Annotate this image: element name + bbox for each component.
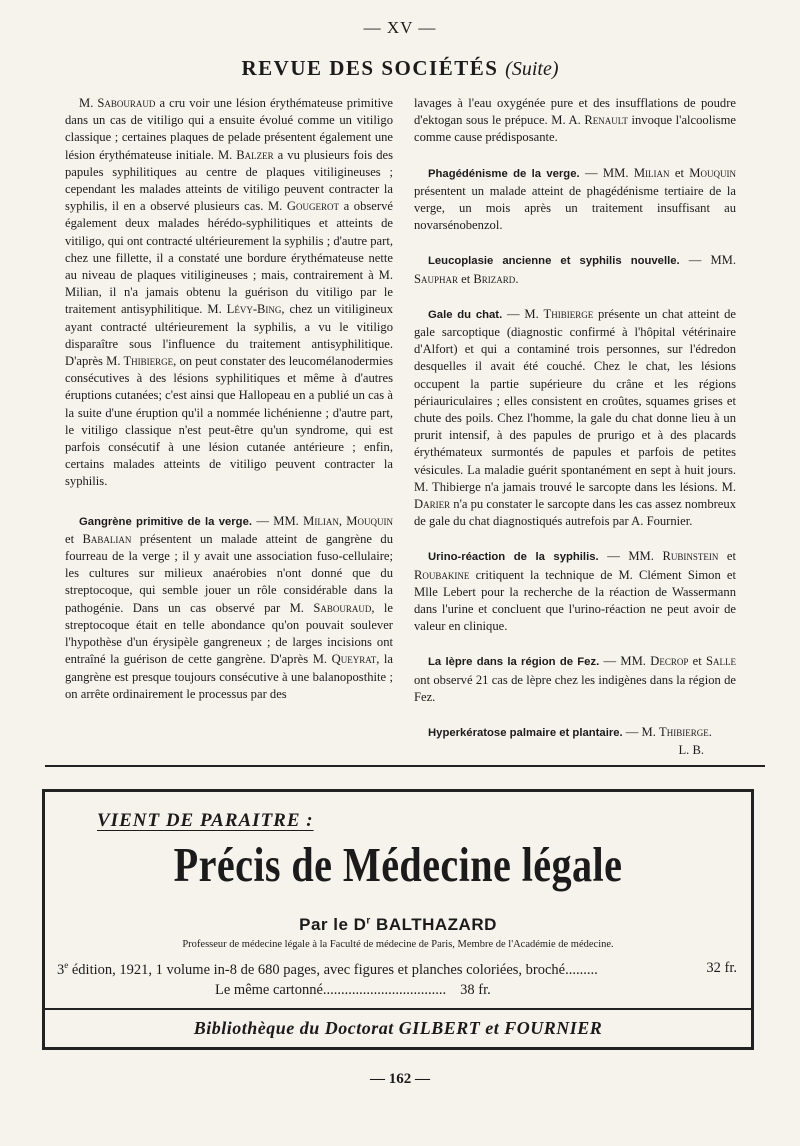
section-heading: Phagédénisme de la verge. — [428, 167, 580, 180]
cartonne-details: Le même cartonné.................................. — [215, 982, 447, 998]
author-name: Darier — [414, 497, 451, 512]
body-text: et — [65, 531, 83, 546]
author-name: Sauphar — [414, 271, 459, 286]
cartonne-price: 38 fr. — [460, 982, 491, 998]
author-title-sup: r — [366, 915, 371, 927]
ad-divider — [45, 1008, 751, 1010]
author-name: M. Lévy-Bing — [207, 302, 282, 317]
body-text: — MM. — [599, 654, 651, 669]
author-name: M. Thibierge — [106, 354, 174, 369]
body-text: — M. — [622, 725, 660, 740]
author-name: Thibierge — [543, 306, 594, 321]
body-text: présentent un malade atteint de gangrène du fourreau de la verge ; il y avait une association fuso-cellulaire; les cultures sur milieux anaérobies n'ont donné que du streptocoque, qui semble jouer un rôle considérable dans la pathogénie. Dans un cas observé par — [65, 531, 393, 615]
edition-price: 32 fr. — [706, 960, 737, 976]
body-text: — MM. — [252, 513, 304, 528]
ad-edition-line — [57, 960, 737, 979]
advertisement-box — [42, 789, 754, 1050]
author-name: Roubakine — [414, 567, 470, 582]
body-text: a observé également deux malades hérédo-syphilitiques et atteints de vitiligo, qui ont contracté ultérieurement la syphilis ; d'autre part, chez une fillette, il a constaté une bordure érythémateuse nette au niveau de plaques vitiligineuses ; mais, contrairement à M. Milian, il n'a jamais obtenu la guérison du vitiligo par le traitement antisyphilitique. — [65, 199, 393, 317]
ad-author — [45, 915, 751, 935]
author-name: Rubinstein — [662, 549, 719, 564]
body-text: ont observé 21 cas de lèpre chez les indigènes dans la région de Fez. — [414, 672, 736, 704]
author-name: M. Gougerot — [267, 199, 339, 214]
section-heading: La lèpre dans la région de Fez. — [428, 656, 600, 669]
paragraph-leucoplasie — [414, 252, 736, 287]
author-name: M. A. Renault — [551, 113, 628, 128]
paragraph-lepre — [414, 653, 736, 706]
paragraph-gale-du-chat — [414, 306, 736, 531]
author-name: M. Sabouraud — [79, 96, 156, 110]
body-text: lavages à l'eau oxygénée pure et des insufflations de poudre d'ektogan sous le prépuce. — [414, 96, 736, 128]
body-text: , le streptocoque était en telle abondance qu'on pouvait soulever l'hypothèse d'un érysipèle gangreneux ; de larges incisions ont entraîné la guérison de cette gangrène. D'après — [65, 600, 393, 667]
section-title — [0, 56, 800, 81]
author-name: Decrop — [650, 654, 689, 669]
body-text: n'a pu constater le sarcopte dans les cas assez nombreux de gale du chat diagnostiqués autrefois par A. Fournier. — [414, 497, 736, 529]
ad-announcement: VIENT DE PARAITRE : — [97, 810, 314, 831]
ad-publisher: Bibliothèque du Doctorat GILBERT et FOURNIER — [193, 1018, 603, 1038]
body-text: et — [669, 165, 690, 180]
body-text: et — [688, 654, 707, 669]
paragraph-hyperkeratose — [414, 724, 736, 742]
body-text: — MM. — [579, 165, 634, 180]
body-text: — MM. — [679, 253, 736, 268]
body-text: présente un chat atteint de gale sarcoptique (diagnostic confirmé à l'hôpital vétérinaire d'Alfort) et qui a contaminé trois personnes, sur l'édredon desquelles il avait été couché. Chez le chat, les lésions occupent la partie supérieure du crâne et les régions périauriculaires ; elles consistent en croûtes, squames grises et chute des poils. Chez l'homme, la gale du chat donne lieu à un prurit intensif, à des papules de prurigo et à des placards érythémateux surmontés de papules et parfois de petites vésicules. La maladie guérit spontanément en sept à huit jours. M. Thibierge n'a jamais trouvé le sarcopte dans les lésions. M. — [414, 306, 737, 494]
separator-rule — [45, 765, 765, 767]
title-text: REVUE DES SOCIÉTÉS — [241, 56, 499, 80]
paragraph-continued — [414, 95, 736, 147]
body-text: , la gangrène est presque toujours consécutive à une balanoposthite ; on arrête ordinairement le processus par des — [65, 652, 394, 701]
section-heading: Gale du chat. — [428, 308, 503, 321]
body-text: et — [458, 271, 474, 286]
ad-author-credentials: Professeur de médecine légale à la Faculté de médecine de Paris, Membre de l'Académie de médecine. — [182, 939, 614, 950]
left-column — [65, 95, 393, 703]
edition-details: 3e édition, 1921, 1 volume in-8 de 680 pages, avec figures et planches coloriées, broché......... — [57, 960, 598, 978]
author-prefix: Par le D — [299, 915, 367, 934]
body-text: , chez un vitiligineux ayant contracté ultérieurement la syphilis, a vu le vitiligo disparaître sous l'influence du traitement antisyphilitique. D'après — [65, 302, 393, 369]
page-number: — 162 — — [370, 1071, 430, 1087]
body-text: invoque l'alcoolisme comme cause prédisposante. — [414, 113, 736, 145]
roman-page-number: — XV — — [363, 18, 437, 37]
author-name: M. Queyrat — [312, 652, 377, 667]
section-heading: Gangrène primitive de la verge. — [79, 515, 252, 528]
section-heading: Urino-réaction de la syphilis. — [428, 551, 599, 564]
right-column — [414, 95, 736, 760]
paragraph-vitiligo — [65, 95, 393, 491]
author-name: Babalian — [82, 531, 132, 546]
body-text: . — [515, 271, 519, 286]
author-name: Salle — [706, 654, 737, 669]
author-name: M. Balzer — [217, 147, 274, 162]
section-heading: Hyperkératose palmaire et plantaire. — [428, 727, 623, 740]
author-name: Milian, Mouquin — [303, 513, 394, 528]
ad-cartonne-line — [215, 982, 491, 999]
body-text: — MM. — [598, 549, 663, 564]
author-name: Thibierge — [659, 725, 709, 740]
body-text: a cru voir une lésion érythémateuse primitive dans un cas de vitiligo qui a ensuite évolué comme un vitiligo classique ; certaines plaques de pelade présentent également une lésion érythémateuse initiale. — [65, 96, 393, 162]
title-suite: (Suite) — [505, 58, 559, 80]
author-name: Mouquin — [689, 165, 736, 180]
body-text: . — [708, 725, 712, 740]
body-text: — M. — [502, 306, 544, 321]
author-name: BALTHAZARD — [370, 915, 497, 934]
body-text: a vu plusieurs fois des papules syphilitiques au centre de plaques vitiligineuses ; cependant les malades atteints de vitiligo peuvent contracter la syphilis, il en a observé plusieurs cas. — [65, 147, 394, 214]
body-text: présentent un malade atteint de phagédénisme tertiaire de la verge, un mois après un traitement insuffisant au novarsénobenzol. — [414, 183, 736, 233]
paragraph-gangrene — [65, 513, 393, 703]
ad-book-title: Précis de Médecine légale — [173, 837, 623, 892]
body-text: et — [718, 549, 736, 564]
body-text: , on peut constater des leucomélanodermies consécutives à des lésions syphilitiques et même à d'autres éruptions cutanées; c'est ainsi que Hallopeau en a publié un cas à la suite d'une éruption qu'il a nommée lichénienne ; d'autre part, le vitiligo classique n'est peut-être qu'un syndrome, qui est parfois consécutif à une lésion cutanée antérieure ; enfin, certains malades atteints de vitiligo peuvent contracter la syphilis. — [65, 354, 393, 489]
author-name: Brizard — [473, 271, 516, 286]
paragraph-phagedenisme — [414, 165, 736, 235]
author-name: M. Sabouraud — [289, 600, 372, 615]
body-text: critiquent la technique de M. Clément Simon et Mlle Lebert pour la recherche de la réaction de Wassermann dans l'urine et concluent que l'urino-réaction ne peut avoir de valeur en clinique. — [414, 567, 736, 634]
signature: L. B. — [678, 743, 704, 758]
paragraph-urino-reaction — [414, 548, 736, 635]
author-name: Milian — [633, 165, 670, 180]
section-heading: Leucoplasie ancienne et syphilis nouvelle. — [428, 255, 680, 268]
